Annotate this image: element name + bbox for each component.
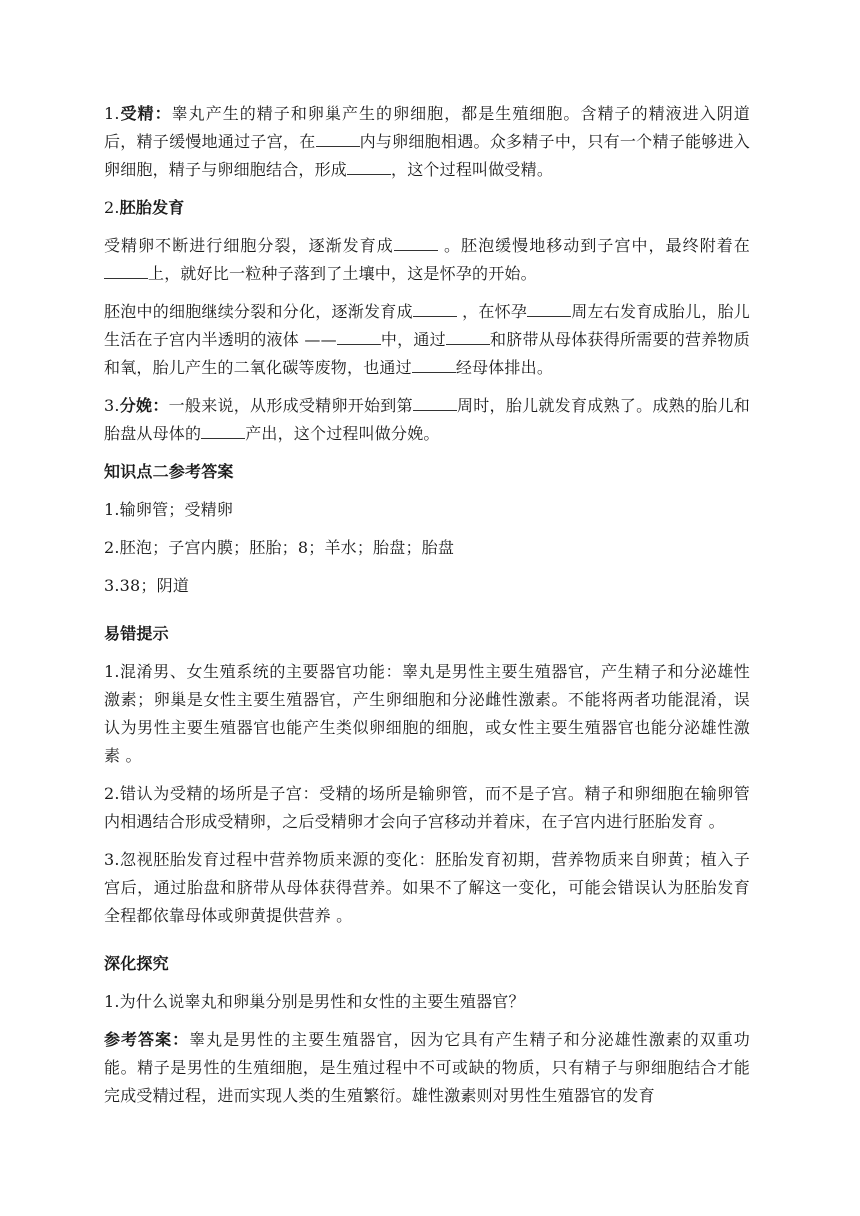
embryo-development-label: 胚胎发育 — [119, 198, 185, 217]
answer-item: 3.38；阴道 — [104, 576, 190, 595]
item-number: 1. — [104, 104, 120, 123]
label-colon: ： — [152, 396, 169, 415]
answer-item: 2.胚泡；子宫内膜；胚胎；8；羊水；胎盘；胎盘 — [104, 538, 455, 557]
text-segment: 一般来说，从形成受精卵开始到第 — [168, 396, 413, 415]
answer-label: 参考答案 — [104, 1030, 173, 1049]
fertilization-label: 受精 — [119, 104, 155, 123]
embryo-paragraph-2 — [104, 298, 750, 382]
fill-blank[interactable] — [413, 396, 457, 411]
embryo-paragraph-1 — [104, 232, 750, 288]
fill-blank[interactable] — [394, 236, 438, 251]
text-segment: 中，通过 — [380, 330, 446, 349]
fill-blank[interactable] — [337, 330, 381, 345]
label-colon: ： — [172, 1030, 190, 1049]
inquiry-question: 1.为什么说睾丸和卵巢分别是男性和女性的主要生殖器官？ — [104, 992, 525, 1011]
errors-heading: 易错提示 — [104, 624, 169, 643]
text-segment: 周左右发育成胎儿，胎儿生活在子宫内半透明的液体 —— — [104, 302, 750, 349]
text-segment: 内与卵细胞相遇。众多精子中，只有一个精子能够进入卵细胞，精子与卵细胞结合，形成 — [104, 132, 750, 179]
text-segment: ，这个过程叫做受精。 — [391, 160, 554, 179]
text-segment: 产出，这个过程叫做分娩。 — [245, 424, 440, 443]
error-tip-item: 2.错认为受精的场所是子宫：受精的场所是输卵管，而不是子宫。精子和卵细胞在输卵管内相遇结合形成受精卵，之后受精卵才会向子宫移动并着床，在子宫内进行胚胎发育 。 — [104, 784, 750, 831]
error-tip-item: 3.忽视胚胎发育过程中营养物质来源的变化：胚胎发育初期，营养物质来自卵黄；植入子宫后，通过胎盘和脐带从母体获得营养。如果不了解这一变化，可能会错误认为胚胎发育全程都依靠母体或卵黄提供营养 。 — [104, 850, 750, 925]
fill-blank[interactable] — [446, 330, 490, 345]
deep-inquiry-heading: 深化探究 — [104, 954, 169, 973]
text-segment: 胚泡中的细胞继续分裂和分化，逐渐发育成 — [104, 302, 413, 321]
text-segment: 上，就好比一粒种子落到了土壤中，这是怀孕的开始。 — [148, 264, 537, 283]
text-segment: 经母体排出。 — [455, 358, 554, 377]
label-colon: ： — [154, 104, 172, 123]
error-tip-item: 1.混淆男、女生殖系统的主要器官功能：睾丸是男性主要生殖器官，产生精子和分泌雄性激素；卵巢是女性主要生殖器官，产生卵细胞和分泌雌性激素。不能将两者功能混淆，误认为男性主要生殖器官也能产生类似卵细胞的细胞，或女性主要生殖器官也能分泌雄性激素 。 — [104, 662, 750, 765]
fill-blank[interactable] — [104, 264, 148, 279]
fill-blank[interactable] — [527, 302, 571, 317]
text-segment: 受精卵不断进行细胞分裂，逐渐发育成 — [104, 236, 394, 255]
answer-item: 1.输卵管；受精卵 — [104, 500, 234, 519]
embryo-development-heading — [104, 194, 750, 222]
fill-blank[interactable] — [412, 358, 456, 373]
inquiry-answer — [104, 1026, 750, 1110]
fertilization-paragraph — [104, 100, 750, 184]
delivery-paragraph — [104, 392, 750, 448]
text-segment: 。胚泡缓慢地移动到子宫中，最终附着在 — [443, 236, 750, 255]
answer-text: 睾丸是男性的主要生殖器官，因为它具有产生精子和分泌雄性激素的双重功能。精子是男性的生殖细胞，是生殖过程中不可或缺的物质，只有精子与卵细胞结合才能完成受精过程，进而实现人类的生殖繁衍。雄性激素则对男性生殖器官的发育 — [104, 1030, 750, 1105]
answers-heading: 知识点二参考答案 — [104, 462, 234, 481]
fill-blank[interactable] — [413, 302, 457, 317]
fill-blank[interactable] — [347, 160, 391, 175]
item-number: 2. — [104, 198, 120, 217]
text-segment: 睾丸产生的精子和卵巢产生的卵细胞，都是生殖细胞。含精子的精液进入阴道后，精子缓慢地通过子宫，在 — [104, 104, 750, 151]
text-segment: 和脐带从母体获得所需要的营养物质和氧，胎儿产生的二氧化碳等废物，也通过 — [104, 330, 750, 377]
fill-blank[interactable] — [201, 424, 245, 439]
text-segment: 周时，胎儿就发育成熟了。成熟的胎儿和胎盘从母体的 — [104, 396, 750, 443]
delivery-label: 分娩 — [119, 396, 153, 415]
fill-blank[interactable] — [316, 132, 360, 147]
item-number: 3. — [104, 396, 120, 415]
text-segment: ，在怀孕 — [462, 302, 528, 321]
